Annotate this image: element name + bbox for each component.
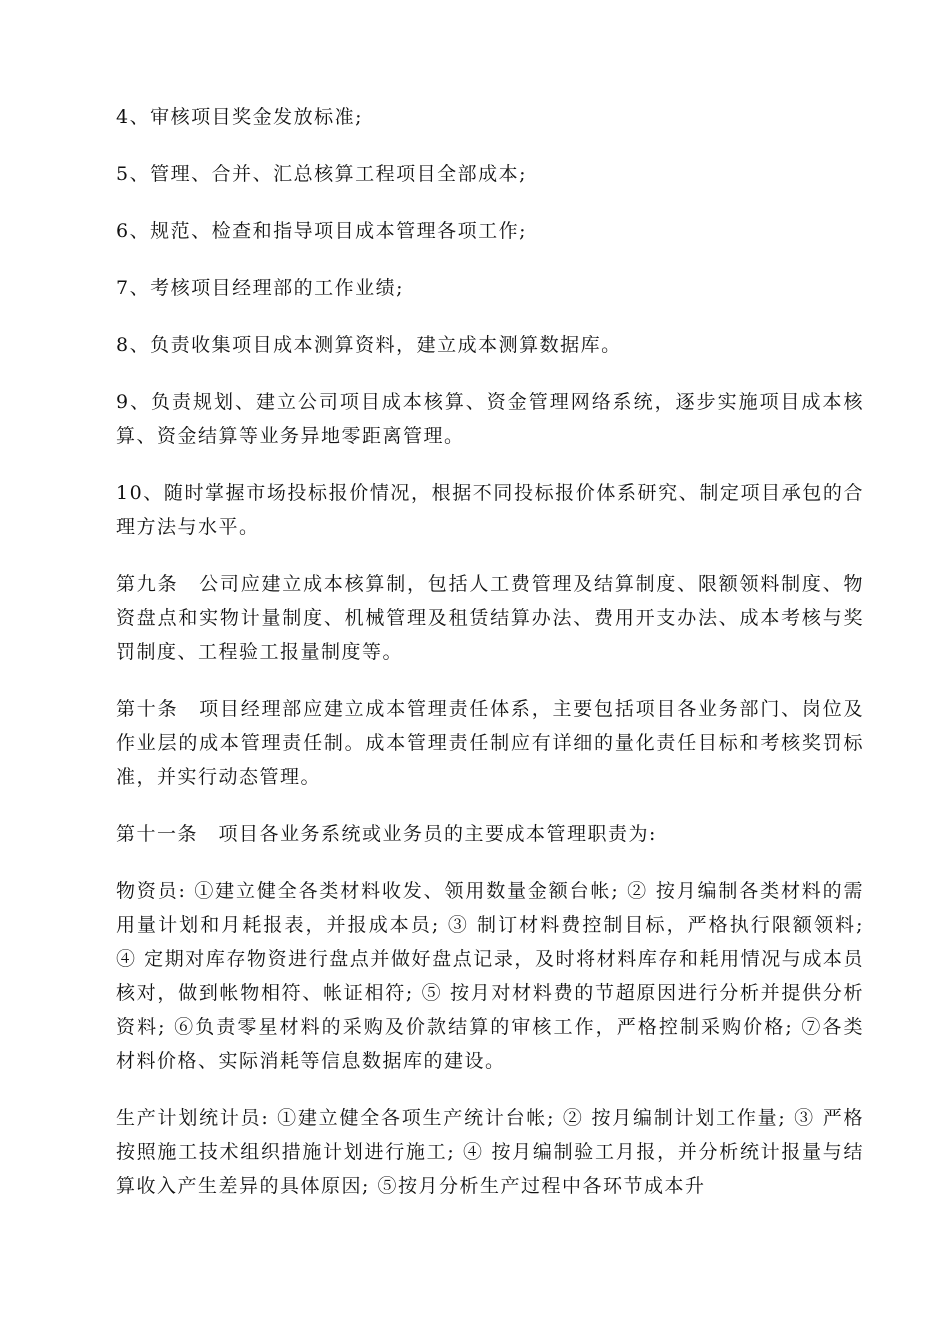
paragraph-item-10: 10、随时掌握市场投标报价情况，根据不同投标报价体系研究、制定项目承包的合理方法与水平。 xyxy=(116,482,864,538)
paragraph-item-4: 4、审核项目奖金发放标准; xyxy=(116,106,363,128)
paragraph-item-7: 7、考核项目经理部的工作业绩; xyxy=(116,277,404,299)
paragraph-item-9: 9、负责规划、建立公司项目成本核算、资金管理网络系统，逐步实施项目成本核算、资金结算等业务异地零距离管理。 xyxy=(116,391,864,447)
production-statistician-duties: 生产计划统计员: ①建立健全各项生产统计台帐; ② 按月编制计划工作量; ③ 严格按照施工技术组织措施计划进行施工; ④ 按月编制验工月报，并分析统计报量与结算收入产生差异的具体原因; ⑤按月分析生产过程中各环节成本升 xyxy=(116,1107,864,1197)
paragraph-item-5: 5、管理、合并、汇总核算工程项目全部成本; xyxy=(116,163,527,185)
article-10-paragraph: 第十条 项目经理部应建立成本管理责任体系，主要包括项目各业务部门、岗位及作业层的成本管理责任制。成本管理责任制应有详细的量化责任目标和考核奖罚标准，并实行动态管理。 xyxy=(116,698,864,788)
document-body xyxy=(116,100,864,1203)
materials-clerk-duties: 物资员: ①建立健全各类材料收发、领用数量金额台帐; ② 按月编制各类材料的需用量计划和月耗报表，并报成本员; ③ 制订材料费控制目标，严格执行限额领料; ④ 定期对库存物资进行盘点并做好盘点记录，及时将材料库存和耗用情况与成本员核对，做到帐物相符、帐证相符; ⑤ 按月对材料费的节超原因进行分析并提供分析资料; ⑥负责零星材料的采购及价款结算的审核工作，严格控制采购价格; ⑦各类材料价格、实际消耗等信息数据库的建设。 xyxy=(116,880,864,1072)
paragraph-item-6: 6、规范、检查和指导项目成本管理各项工作; xyxy=(116,220,527,242)
paragraph-item-8: 8、负责收集项目成本测算资料，建立成本测算数据库。 xyxy=(116,334,622,356)
article-11-paragraph: 第十一条 项目各业务系统或业务员的主要成本管理职责为: xyxy=(116,823,657,845)
article-9-paragraph: 第九条 公司应建立成本核算制，包括人工费管理及结算制度、限额领料制度、物资盘点和实物计量制度、机械管理及租赁结算办法、费用开支办法、成本考核与奖罚制度、工程验工报量制度等。 xyxy=(116,573,864,663)
